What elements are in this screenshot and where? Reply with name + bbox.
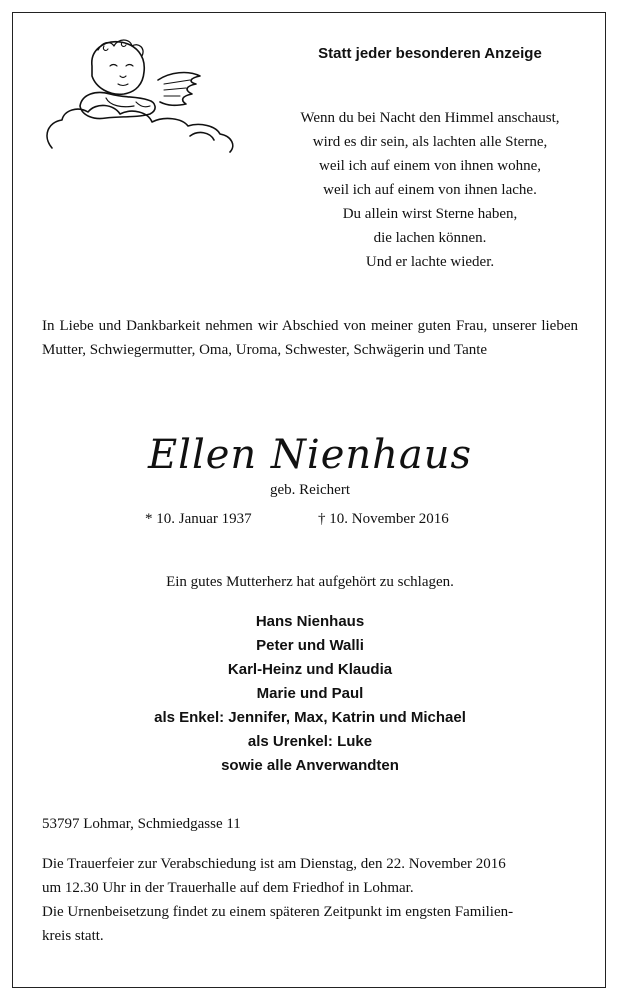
poem-line: weil ich auf einem von ihnen lache. [323, 182, 537, 198]
address: 53797 Lohmar, Schmiedgasse 11 [42, 816, 241, 832]
funeral-notice [42, 852, 582, 948]
poem [260, 106, 600, 274]
notice-line: um 12.30 Uhr in der Trauerhalle auf dem Friedhof in Lohmar. [42, 880, 414, 896]
poem-line: Du allein wirst Sterne haben, [342, 206, 518, 222]
mourner-line: Marie und Paul [256, 685, 364, 702]
notice-line: Die Trauerfeier zur Verabschiedung ist am Dienstag, den 22. November 2016 [42, 856, 506, 872]
mourner-line: sowie alle Anverwandten [221, 757, 399, 774]
mourner-line: Hans Nienhaus [255, 613, 365, 630]
mourner-line: als Enkel: Jennifer, Max, Katrin und Michael [154, 709, 466, 726]
poem-line: weil ich auf einem von ihnen wohne, [318, 158, 542, 174]
birth-date: * 10. Januar 1937 [145, 511, 252, 527]
mourner-line: als Urenkel: Luke [247, 733, 373, 750]
mourners-list [0, 610, 620, 778]
mourner-line: Peter und Walli [256, 637, 364, 654]
poem-line: die lachen können. [373, 230, 487, 246]
birth-name: geb. Reichert [270, 482, 350, 498]
motto: Ein gutes Mutterherz hat aufgehört zu schlagen. [166, 574, 454, 590]
mourner-line: Karl-Heinz und Klaudia [227, 661, 393, 678]
notice-line: kreis statt. [42, 928, 104, 944]
notice-heading: Statt jeder besonderen Anzeige [318, 45, 542, 62]
farewell-intro: In Liebe und Dankbarkeit nehmen wir Abschied von meiner guten Frau, unserer lieben Mutter, Schwiegermutter, Oma, Uroma, Schwester, Schwägerin und Tante [42, 318, 578, 358]
poem-line: wird es dir sein, als lachten alle Sterne, [312, 134, 548, 150]
poem-line: Wenn du bei Nacht den Himmel anschaust, [300, 110, 560, 126]
deceased-name: Ellen Nienhaus [147, 432, 473, 478]
angel-on-cloud-icon [40, 36, 240, 154]
death-date: † 10. November 2016 [318, 511, 449, 527]
poem-line: Und er lachte wieder. [365, 254, 495, 270]
notice-line: Die Urnenbeisetzung findet zu einem späteren Zeitpunkt im engsten Familien- [42, 904, 514, 920]
